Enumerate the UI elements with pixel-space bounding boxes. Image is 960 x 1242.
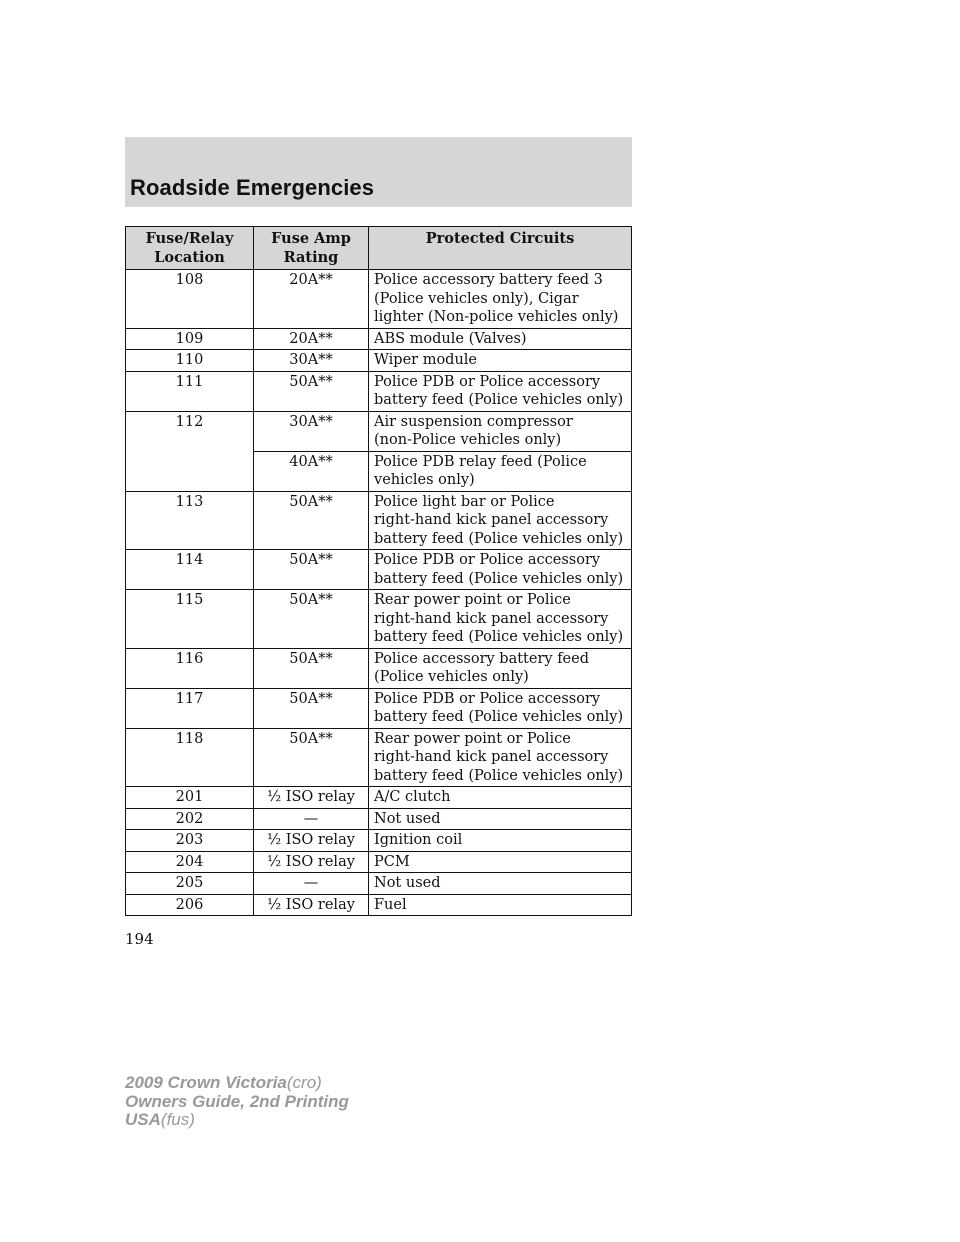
circuit-line: Fuel: [374, 896, 407, 913]
circuit-line: battery feed (Police vehicles only): [374, 709, 624, 725]
cell-protected-circuits: [369, 371, 632, 411]
circuit-line: ABS module (Valves): [374, 330, 527, 347]
circuit-line: (Police vehicles only), Cigar: [374, 290, 579, 307]
cell-protected-circuits: [369, 411, 632, 451]
circuit-line: battery feed (Police vehicles only): [374, 392, 624, 408]
cell-location: 201: [126, 787, 254, 809]
cell-protected-circuits: [369, 590, 632, 649]
cell-protected-circuits: [369, 270, 632, 329]
circuit-line: Police PDB or Police accessory: [374, 552, 601, 568]
cell-amp-rating: 50A**: [254, 491, 369, 550]
cell-amp-rating: 50A**: [254, 590, 369, 649]
cell-location: 204: [126, 851, 254, 873]
header-protected-circuits: Protected Circuits: [369, 227, 632, 270]
cell-location: 206: [126, 894, 254, 916]
footer-line-1: 2009 Crown Victoria(cro): [125, 1073, 322, 1092]
section-title: Roadside Emergencies: [130, 175, 375, 200]
circuit-line: Police PDB or Police accessory: [374, 690, 601, 707]
cell-protected-circuits: [369, 873, 632, 895]
cell-amp-rating: 30A**: [254, 350, 369, 372]
table-row: [126, 328, 632, 350]
table-row: [126, 648, 632, 688]
cell-amp-rating: ½ ISO relay: [254, 830, 369, 852]
table-row: [126, 830, 632, 852]
cell-location: 203: [126, 830, 254, 852]
circuit-line: Not used: [374, 875, 441, 891]
cell-location: 205: [126, 873, 254, 895]
cell-location: 115: [126, 590, 254, 649]
circuit-line: vehicles only): [374, 472, 475, 488]
circuit-line: A/C clutch: [374, 789, 451, 805]
cell-location: 113: [126, 491, 254, 550]
cell-amp-rating: 50A**: [254, 550, 369, 590]
cell-amp-rating: ½ ISO relay: [254, 894, 369, 916]
footer-line-2: Owners Guide, 2nd Printing: [125, 1091, 349, 1111]
table-row: [126, 787, 632, 809]
cell-location: 114: [126, 550, 254, 590]
cell-location: 111: [126, 371, 254, 411]
cell-location: 112: [126, 411, 254, 491]
circuit-line: battery feed (Police vehicles only): [374, 530, 624, 547]
table-row: [126, 590, 632, 649]
cell-amp-rating: 50A**: [254, 648, 369, 688]
table-row: [126, 808, 632, 830]
table-row: [126, 688, 632, 728]
cell-protected-circuits: [369, 851, 632, 873]
cell-amp-rating: 40A**: [254, 451, 369, 491]
cell-amp-rating: 50A**: [254, 688, 369, 728]
cell-protected-circuits: [369, 451, 632, 491]
table-row: [126, 728, 632, 787]
circuit-line: Air suspension compressor: [374, 413, 573, 430]
circuit-line: Police PDB or Police accessory: [374, 373, 601, 390]
fuse-table: [125, 226, 632, 916]
table-row: [126, 350, 632, 372]
table-row: [126, 851, 632, 873]
cell-amp-rating: ½ ISO relay: [254, 787, 369, 809]
page-number: 194: [125, 930, 154, 948]
circuit-line: right-hand kick panel accessory: [374, 512, 609, 528]
table-row: [126, 873, 632, 895]
cell-protected-circuits: [369, 787, 632, 809]
cell-location: 108: [126, 270, 254, 329]
circuit-line: Ignition coil: [374, 832, 463, 848]
footer-line-3: USA(fus): [125, 1110, 195, 1129]
cell-amp-rating: 50A**: [254, 728, 369, 787]
cell-protected-circuits: [369, 830, 632, 852]
table-row: [126, 411, 632, 451]
circuit-line: lighter (Non-police vehicles only): [374, 309, 619, 325]
circuit-line: Rear power point or Police: [374, 592, 571, 608]
cell-protected-circuits: [369, 894, 632, 916]
table-row: [126, 894, 632, 916]
header-amp-rating: Fuse Amp Rating: [254, 227, 369, 270]
cell-protected-circuits: [369, 350, 632, 372]
table-row: [126, 371, 632, 411]
header-location: Fuse/Relay Location: [126, 227, 254, 270]
circuit-line: battery feed (Police vehicles only): [374, 767, 624, 784]
circuit-line: PCM: [374, 853, 410, 870]
section-header-band: [125, 137, 632, 207]
cell-protected-circuits: [369, 550, 632, 590]
cell-amp-rating: 20A**: [254, 270, 369, 329]
circuit-line: (non-Police vehicles only): [374, 432, 562, 448]
circuit-line: (Police vehicles only): [374, 669, 529, 685]
cell-amp-rating: 20A**: [254, 328, 369, 350]
cell-amp-rating: —: [254, 808, 369, 830]
circuit-line: Police PDB relay feed (Police: [374, 453, 587, 470]
cell-location: 202: [126, 808, 254, 830]
footer: [125, 1074, 349, 1130]
cell-protected-circuits: [369, 688, 632, 728]
cell-location: 117: [126, 688, 254, 728]
cell-protected-circuits: [369, 728, 632, 787]
circuit-line: Rear power point or Police: [374, 730, 571, 747]
cell-location: 110: [126, 350, 254, 372]
table-header-row: [126, 227, 632, 270]
table-row: [126, 550, 632, 590]
cell-protected-circuits: [369, 328, 632, 350]
circuit-line: Police light bar or Police: [374, 493, 555, 510]
cell-protected-circuits: [369, 808, 632, 830]
table-body: [126, 270, 632, 916]
cell-amp-rating: 30A**: [254, 411, 369, 451]
circuit-line: Wiper module: [374, 352, 478, 368]
circuit-line: Police accessory battery feed: [374, 650, 590, 667]
circuit-line: Not used: [374, 810, 441, 827]
circuit-line: battery feed (Police vehicles only): [374, 570, 624, 587]
table-row: [126, 491, 632, 550]
cell-protected-circuits: [369, 491, 632, 550]
cell-amp-rating: —: [254, 873, 369, 895]
circuit-line: battery feed (Police vehicles only): [374, 629, 624, 645]
circuit-line: Police accessory battery feed 3: [374, 272, 603, 288]
cell-location: 118: [126, 728, 254, 787]
circuit-line: right-hand kick panel accessory: [374, 749, 609, 765]
circuit-line: right-hand kick panel accessory: [374, 610, 609, 627]
table-row: [126, 270, 632, 329]
cell-amp-rating: ½ ISO relay: [254, 851, 369, 873]
cell-location: 109: [126, 328, 254, 350]
cell-amp-rating: 50A**: [254, 371, 369, 411]
cell-location: 116: [126, 648, 254, 688]
cell-protected-circuits: [369, 648, 632, 688]
